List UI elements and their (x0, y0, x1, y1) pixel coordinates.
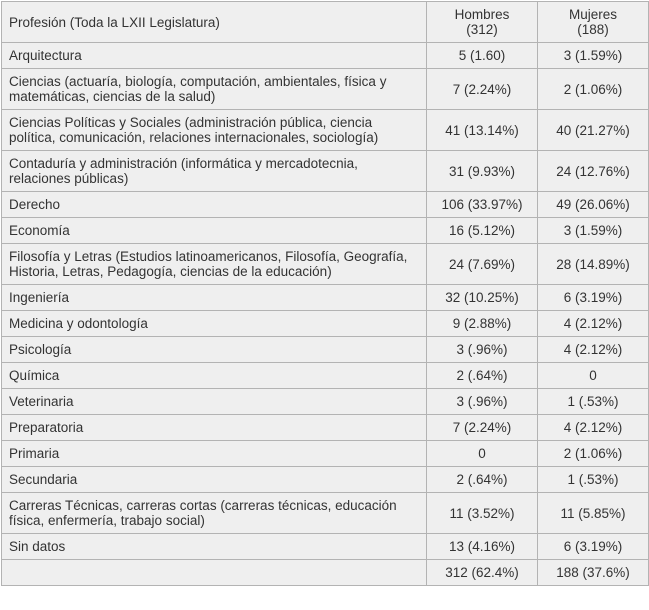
profession-cell: Preparatoria (2, 415, 427, 441)
totals-label-cell (2, 560, 427, 586)
women-cell: 4 (2.12%) (538, 311, 649, 337)
men-cell: 32 (10.25%) (427, 285, 538, 311)
header-women-total: (188) (577, 22, 609, 37)
table-row (2, 244, 649, 285)
table-row (2, 534, 649, 560)
table-row (2, 389, 649, 415)
women-cell: 40 (21.27%) (538, 110, 649, 151)
women-cell: 11 (5.85%) (538, 493, 649, 534)
header-profession: Profesión (Toda la LXII Legislatura) (2, 2, 427, 43)
table-row (2, 43, 649, 69)
profession-cell: Filosofía y Letras (Estudios latinoamericanos, Filosofía, Geografía, Historia, Letras, Pedagogía, ciencias de la educación) (2, 244, 427, 285)
table-row (2, 151, 649, 192)
profession-cell: Secundaria (2, 467, 427, 493)
profession-cell: Carreras Técnicas, carreras cortas (carreras técnicas, educación física, enfermería, trabajo social) (2, 493, 427, 534)
women-cell: 0 (538, 363, 649, 389)
profession-cell: Química (2, 363, 427, 389)
profession-cell: Ciencias (actuaría, biología, computación, ambientales, física y matemáticas, ciencias de la salud) (2, 69, 427, 110)
profession-cell: Ingeniería (2, 285, 427, 311)
men-cell: 3 (.96%) (427, 337, 538, 363)
profession-cell: Sin datos (2, 534, 427, 560)
men-cell: 0 (427, 441, 538, 467)
table-row (2, 311, 649, 337)
header-women (538, 2, 649, 43)
men-cell: 106 (33.97%) (427, 192, 538, 218)
table-row (2, 467, 649, 493)
profession-cell: Veterinaria (2, 389, 427, 415)
table-row (2, 337, 649, 363)
women-cell: 24 (12.76%) (538, 151, 649, 192)
table-row (2, 192, 649, 218)
profession-cell: Psicología (2, 337, 427, 363)
profession-table (1, 1, 649, 586)
totals-row (2, 560, 649, 586)
men-cell: 3 (.96%) (427, 389, 538, 415)
women-cell: 2 (1.06%) (538, 69, 649, 110)
men-cell: 7 (2.24%) (427, 415, 538, 441)
men-cell: 16 (5.12%) (427, 218, 538, 244)
women-cell: 28 (14.89%) (538, 244, 649, 285)
profession-cell: Primaria (2, 441, 427, 467)
header-men-total: (312) (466, 22, 498, 37)
women-cell: 6 (3.19%) (538, 534, 649, 560)
profession-cell: Contaduría y administración (informática y mercadotecnia, relaciones públicas) (2, 151, 427, 192)
table-header-row (2, 2, 649, 43)
header-men (427, 2, 538, 43)
men-cell: 31 (9.93%) (427, 151, 538, 192)
men-total-cell: 312 (62.4%) (427, 560, 538, 586)
table-row (2, 285, 649, 311)
men-cell: 9 (2.88%) (427, 311, 538, 337)
women-cell: 2 (1.06%) (538, 441, 649, 467)
women-cell: 1 (.53%) (538, 467, 649, 493)
table-row (2, 110, 649, 151)
table-row (2, 218, 649, 244)
men-cell: 24 (7.69%) (427, 244, 538, 285)
profession-cell: Derecho (2, 192, 427, 218)
men-cell: 5 (1.60) (427, 43, 538, 69)
women-cell: 4 (2.12%) (538, 337, 649, 363)
profession-cell: Economía (2, 218, 427, 244)
women-cell: 3 (1.59%) (538, 43, 649, 69)
table-row (2, 363, 649, 389)
women-total-cell: 188 (37.6%) (538, 560, 649, 586)
women-cell: 1 (.53%) (538, 389, 649, 415)
women-cell: 6 (3.19%) (538, 285, 649, 311)
men-cell: 2 (.64%) (427, 467, 538, 493)
table-row (2, 441, 649, 467)
profession-cell: Medicina y odontología (2, 311, 427, 337)
profession-cell: Arquitectura (2, 43, 427, 69)
men-cell: 2 (.64%) (427, 363, 538, 389)
men-cell: 7 (2.24%) (427, 69, 538, 110)
header-men-label: Hombres (454, 7, 510, 22)
men-cell: 13 (4.16%) (427, 534, 538, 560)
header-women-label: Mujeres (568, 7, 617, 22)
women-cell: 49 (26.06%) (538, 192, 649, 218)
men-cell: 11 (3.52%) (427, 493, 538, 534)
women-cell: 4 (2.12%) (538, 415, 649, 441)
men-cell: 41 (13.14%) (427, 110, 538, 151)
profession-cell: Ciencias Políticas y Sociales (administración pública, ciencia política, comunicación, relaciones internacionales, sociología) (2, 110, 427, 151)
table-row (2, 69, 649, 110)
table-row (2, 415, 649, 441)
table-row (2, 493, 649, 534)
women-cell: 3 (1.59%) (538, 218, 649, 244)
